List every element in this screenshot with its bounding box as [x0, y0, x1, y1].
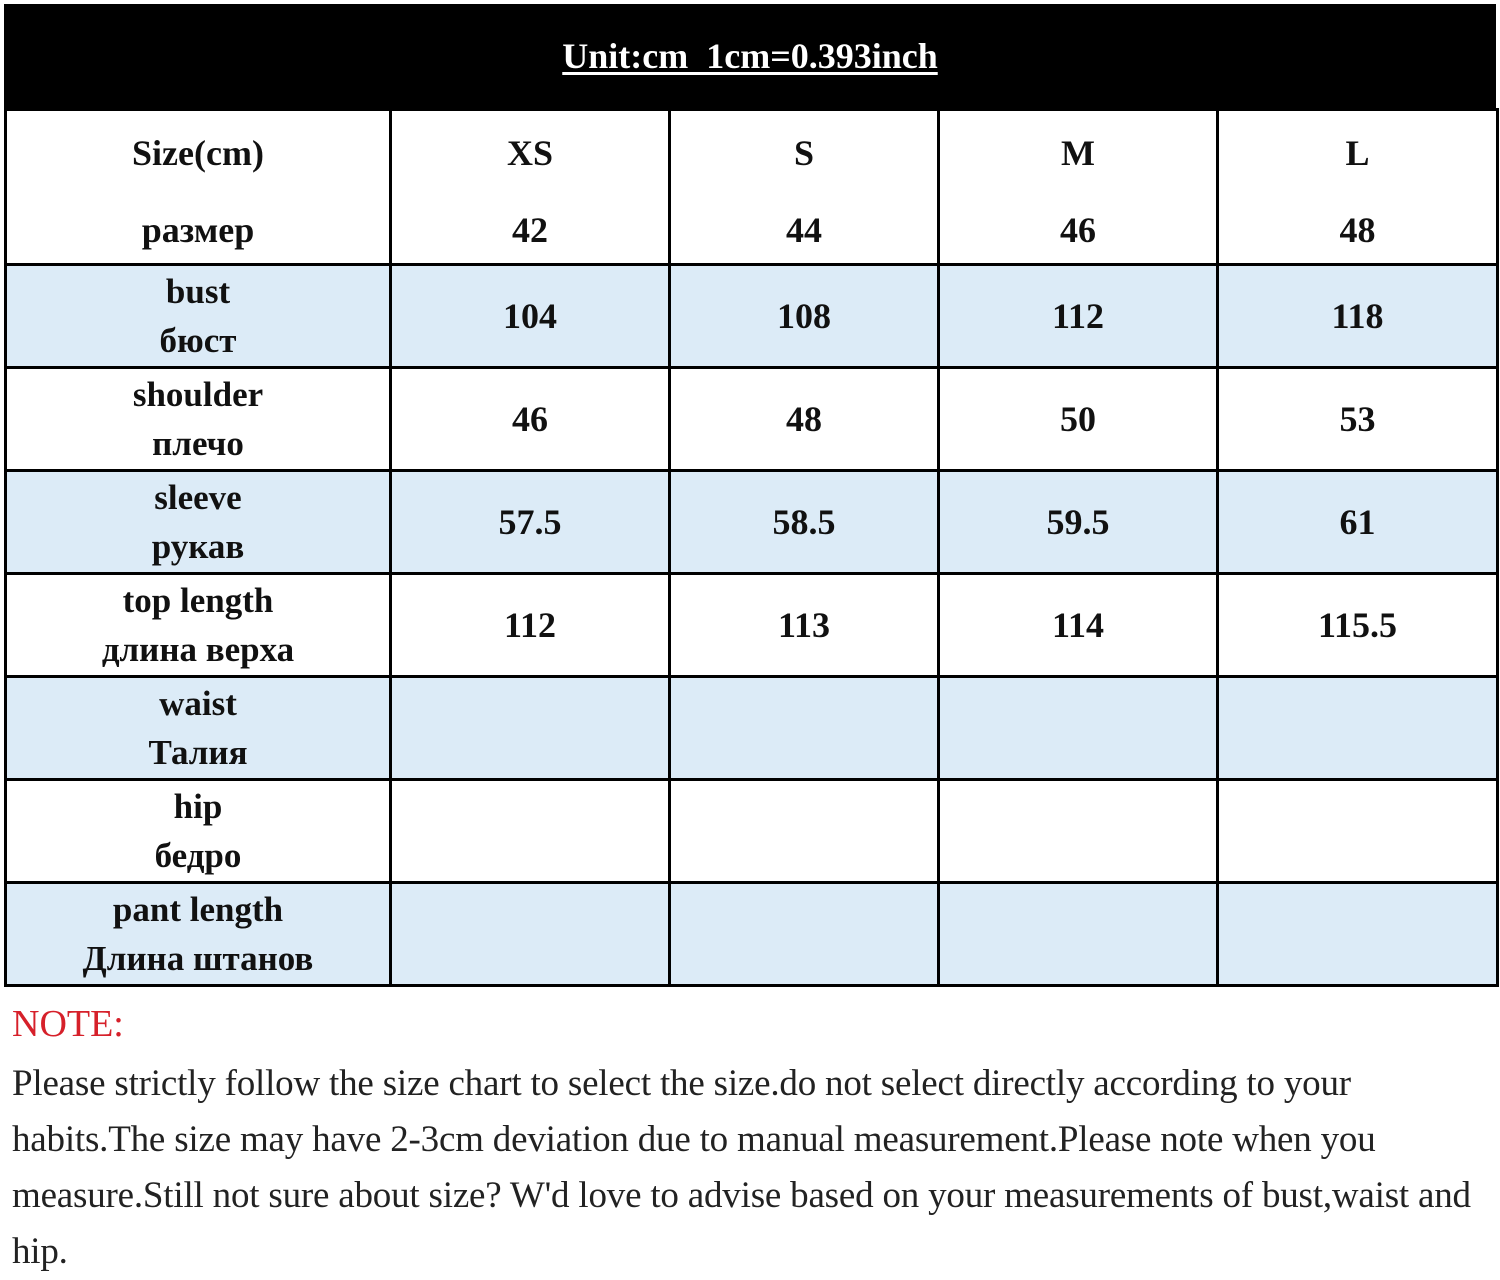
- table-cell: 113: [670, 574, 939, 677]
- note-section: [12, 1000, 1482, 1280]
- table-cell: 115.5: [1218, 574, 1498, 677]
- size-s-cell: [670, 110, 939, 265]
- table-cell: 118: [1218, 265, 1498, 368]
- size-header-row: [6, 110, 1498, 265]
- table-row-waist: [6, 677, 1498, 780]
- row-label-en: shoulder: [132, 375, 264, 414]
- size-label-ru: размер: [141, 210, 255, 250]
- row-label-en: bust: [165, 272, 231, 311]
- table-cell: 112: [391, 574, 670, 677]
- row-label-en: waist: [159, 684, 237, 723]
- table-cell: 61: [1218, 471, 1498, 574]
- row-label: [6, 368, 391, 471]
- table-cell: 50: [939, 368, 1218, 471]
- unit-header-bar: [4, 4, 1496, 108]
- row-label-ru: плечо: [152, 424, 244, 463]
- row-label-ru: бюст: [159, 321, 237, 360]
- table-cell: 59.5: [939, 471, 1218, 574]
- unit-header-text: Unit:cm 1cm=0.393inch: [562, 36, 938, 76]
- row-label-en: top length: [122, 581, 274, 620]
- table-cell: [939, 677, 1218, 780]
- size-ru-number: 48: [1339, 210, 1376, 250]
- table-cell: [1218, 677, 1498, 780]
- table-cell: [670, 780, 939, 883]
- table-cell: 104: [391, 265, 670, 368]
- table-row-top-length: [6, 574, 1498, 677]
- table-row-sleeve: [6, 471, 1498, 574]
- size-label-cell: [6, 110, 391, 265]
- note-body: Please strictly follow the size chart to select the size.do not select directly according to your habits.The size may have 2-3cm deviation due to manual measurement.Please note when you measure.Still not sure about size? W'd love to advise based on your measurements of bust,waist and hip.: [12, 1063, 1471, 1272]
- row-label-ru: рукав: [151, 527, 245, 566]
- size-name: S: [793, 133, 815, 173]
- size-ru-number: 46: [1060, 210, 1096, 250]
- table-cell: [391, 780, 670, 883]
- row-label: [6, 471, 391, 574]
- row-label-ru: бедро: [154, 836, 242, 875]
- row-label: [6, 265, 391, 368]
- table-cell: [391, 677, 670, 780]
- size-table: [4, 108, 1499, 987]
- table-cell: [1218, 780, 1498, 883]
- table-cell: 58.5: [670, 471, 939, 574]
- table-row-bust: [6, 265, 1498, 368]
- row-label: [6, 883, 391, 986]
- row-label: [6, 780, 391, 883]
- table-cell: 46: [391, 368, 670, 471]
- size-m-cell: [939, 110, 1218, 265]
- size-ru-number: 44: [786, 210, 822, 250]
- row-label-ru: Длина штанов: [82, 939, 314, 978]
- note-title: NOTE:: [12, 1003, 124, 1045]
- size-name: XS: [506, 133, 554, 173]
- table-row-pant-length: [6, 883, 1498, 986]
- table-cell: 112: [939, 265, 1218, 368]
- table-row-hip: [6, 780, 1498, 883]
- table-cell: 48: [670, 368, 939, 471]
- table-cell: 108: [670, 265, 939, 368]
- size-chart: [4, 4, 1496, 987]
- size-l-cell: [1218, 110, 1498, 265]
- size-name: L: [1345, 133, 1370, 173]
- table-cell: 57.5: [391, 471, 670, 574]
- row-label: [6, 574, 391, 677]
- row-label: [6, 677, 391, 780]
- size-label-en: Size(cm): [132, 133, 264, 173]
- table-cell: 53: [1218, 368, 1498, 471]
- table-cell: 114: [939, 574, 1218, 677]
- row-label-ru: длина верха: [101, 630, 295, 669]
- table-cell: [1218, 883, 1498, 986]
- table-row-shoulder: [6, 368, 1498, 471]
- table-cell: [939, 883, 1218, 986]
- row-label-en: pant length: [112, 890, 284, 929]
- row-label-ru: Талия: [148, 733, 248, 772]
- size-name: M: [1061, 133, 1095, 173]
- table-cell: [939, 780, 1218, 883]
- table-cell: [670, 677, 939, 780]
- size-ru-number: 42: [512, 210, 548, 250]
- table-cell: [391, 883, 670, 986]
- row-label-en: hip: [173, 787, 223, 826]
- size-xs-cell: [391, 110, 670, 265]
- row-label-en: sleeve: [154, 478, 242, 517]
- table-cell: [670, 883, 939, 986]
